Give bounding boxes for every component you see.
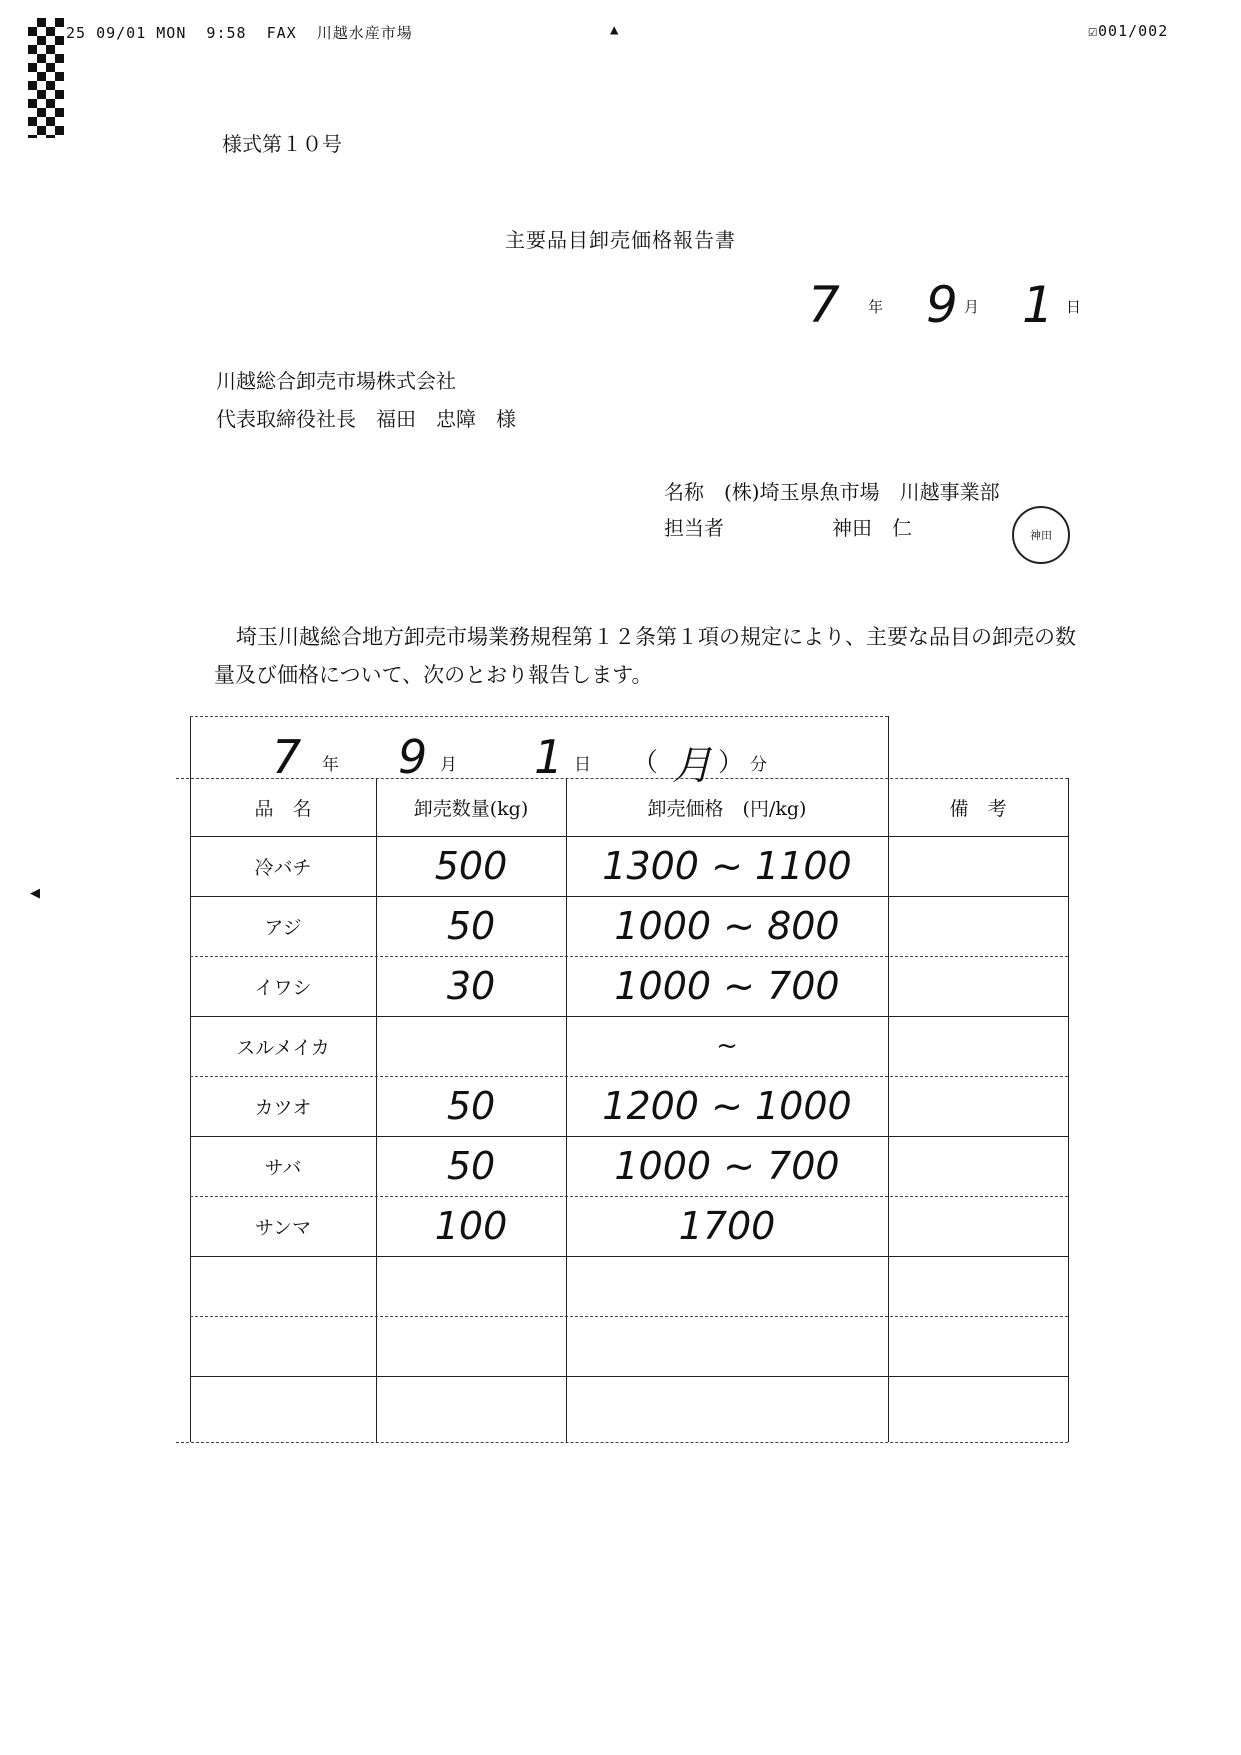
reporter-person-value: 神田 仁 (832, 516, 912, 540)
row-3-item: イワシ (254, 976, 312, 999)
row-7-price: 1700 (678, 1204, 776, 1248)
row-5-quantity: 50 (446, 1084, 496, 1128)
price-report-table (176, 716, 1072, 1442)
row-4-price: ~ (716, 1031, 738, 1061)
row-1-price: 1300 ~ 1100 (602, 844, 852, 888)
report-date-month: 9 (926, 276, 958, 334)
report-date-year: 7 (808, 276, 840, 334)
header-remarks: 備 考 (949, 797, 1007, 820)
report-date-day-unit: 日 (1066, 298, 1082, 316)
row-4-quantity (376, 1016, 566, 1076)
report-date (800, 276, 1100, 336)
row-6-item: サバ (264, 1156, 302, 1179)
reporter-name-value: (株)埼玉県魚市場 川越事業部 (724, 480, 1000, 504)
header-price: 卸売価格 (円/kg) (647, 797, 807, 820)
row-7-item: サンマ (254, 1216, 312, 1239)
header-item: 品 名 (254, 797, 312, 820)
row-3-price: 1000 ~ 700 (614, 964, 840, 1008)
reporter-block (664, 474, 1000, 546)
row-1-item: 冷バチ (254, 856, 312, 879)
row-5-item: カツオ (254, 1096, 312, 1119)
body-paragraph: 埼玉川越総合地方卸売市場業務規程第１２条第１項の規定により、主要な品目の卸売の数量及び価格について、次のとおり報告します。 (214, 625, 1076, 687)
table-date-weekday-close: ） (718, 748, 745, 778)
document-title: 主要品目卸売価格報告書 (505, 228, 736, 252)
addressee-company: 川越総合卸売市場株式会社 (216, 369, 456, 393)
table-date-year-unit: 年 (322, 755, 339, 775)
table-date-suffix: 分 (750, 755, 767, 775)
addressee (216, 362, 516, 438)
fax-checker-mark (28, 18, 64, 138)
fax-header-line: 25 09/01 MON 9:58 FAX 川越水産市場 (66, 24, 413, 42)
row-3-quantity: 30 (446, 964, 496, 1008)
report-date-month-unit: 月 (964, 298, 980, 316)
report-date-day: 1 (1022, 276, 1054, 334)
row-5-price: 1200 ~ 1000 (602, 1084, 852, 1128)
table-date-weekday-open: （ (632, 748, 659, 778)
row-6-price: 1000 ~ 700 (614, 1144, 840, 1188)
table-date-month: 9 (398, 730, 428, 784)
fax-page-number: ☑001/002 (1088, 22, 1169, 40)
report-date-year-unit: 年 (868, 298, 884, 316)
addressee-person: 代表取締役社長 福田 忠障 様 (216, 407, 516, 431)
fax-header (0, 0, 1241, 60)
personal-seal-stamp (1012, 506, 1070, 564)
reporter-person-label: 担当者 (664, 516, 724, 540)
table-date-month-unit: 月 (440, 755, 457, 775)
row-4-item: スルメイカ (236, 1036, 330, 1059)
row-6-quantity: 50 (446, 1144, 496, 1188)
row-2-price: 1000 ~ 800 (614, 904, 840, 948)
table-date-weekday: 月 (672, 743, 712, 789)
row-7-quantity: 100 (434, 1204, 508, 1248)
reporter-name-label: 名称 (664, 480, 704, 504)
row-2-quantity: 50 (446, 904, 496, 948)
header-quantity: 卸売数量(kg) (413, 797, 529, 820)
fax-arrow-icon: ▲ (610, 22, 620, 38)
table-date-day: 1 (534, 730, 564, 784)
side-arrow-icon: ◀ (30, 886, 40, 901)
table-date-day-unit: 日 (574, 755, 591, 775)
row-2-item: アジ (264, 916, 302, 939)
seal-text: 神田 (1030, 529, 1052, 542)
table-date-year: 7 (272, 730, 302, 784)
form-number: 様式第１０号 (222, 132, 342, 156)
row-1-quantity: 500 (434, 844, 508, 888)
